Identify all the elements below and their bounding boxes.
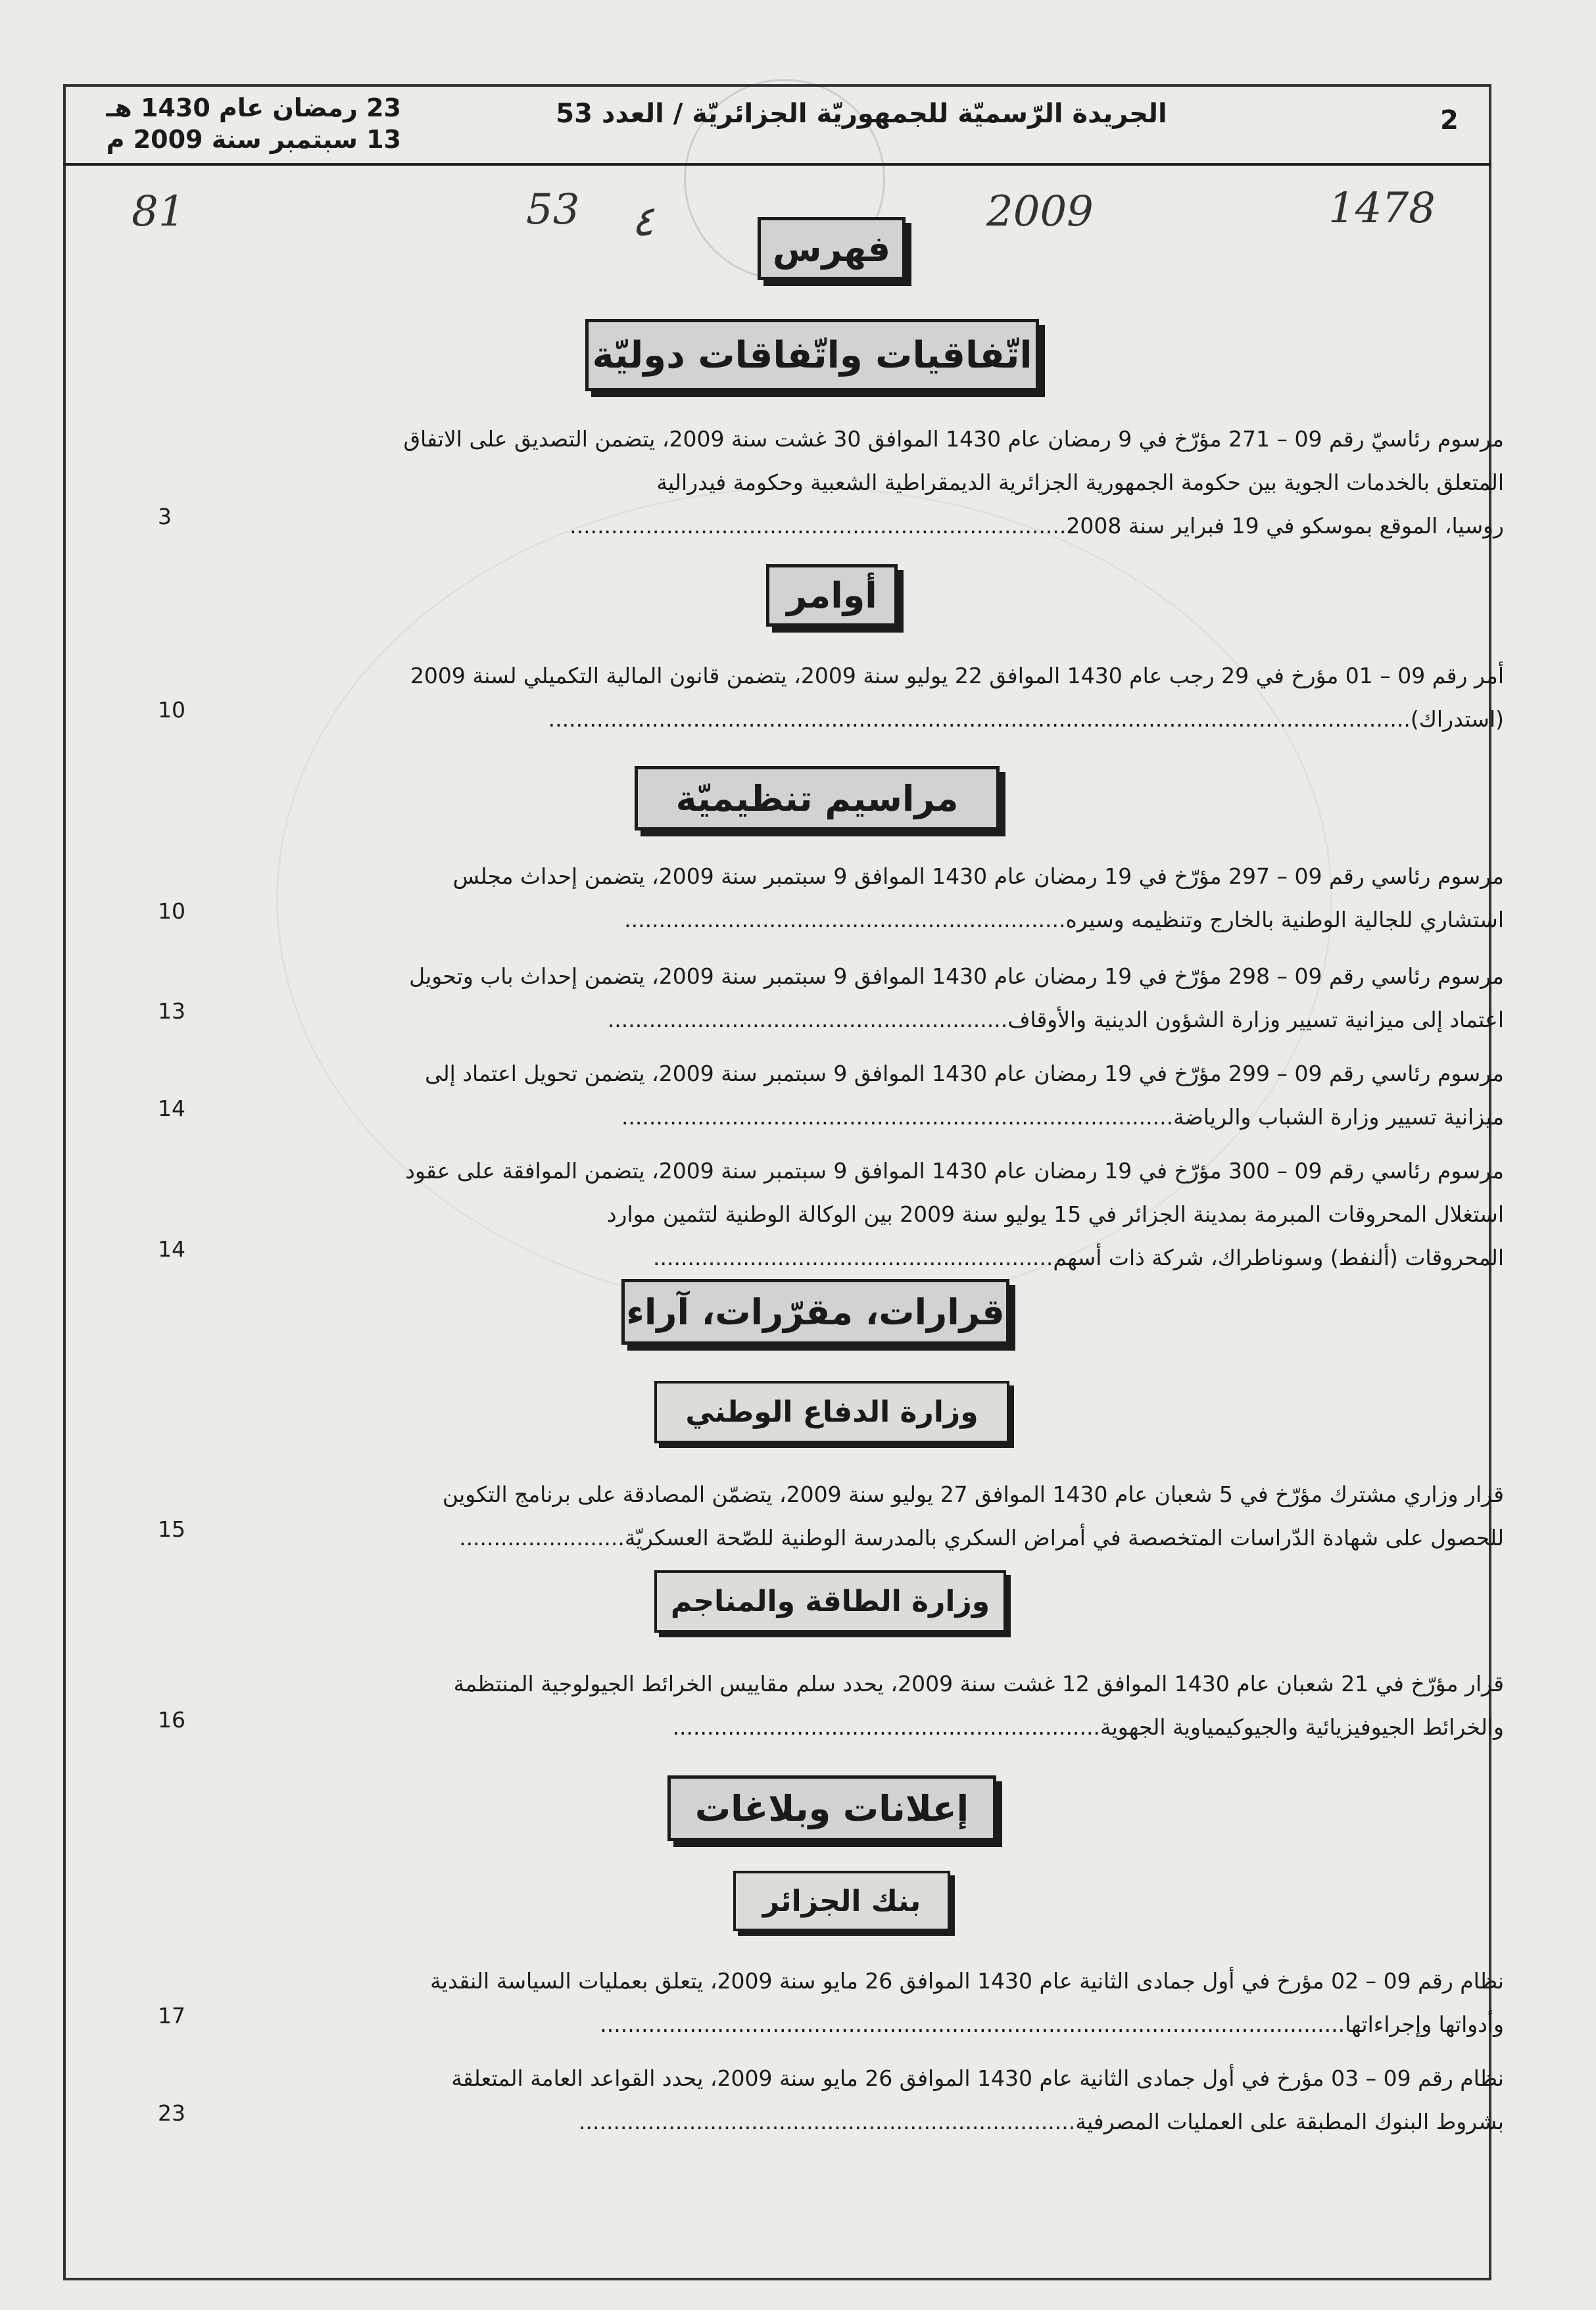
toc-entry-line: نظام رقم 09 – 03 مؤرخ في أول جمادى الثانية عام 1430 الموافق 26 مايو سنة 2009، يحدد القواعد العامة المتعلقة bbox=[451, 2065, 1504, 2091]
journal-title: الجريدة الرّسميّة للجمهوريّة الجزائريّة / العدد 53 bbox=[556, 99, 1167, 129]
handwritten-mark: 1478 bbox=[1328, 184, 1436, 233]
toc-entry-line: مرسوم رئاسي رقم 09 – 297 مؤرّخ في 19 رمضان عام 1430 الموافق 9 سبتمبر سنة 2009، يتضمن إحداث مجلس bbox=[452, 863, 1504, 889]
toc-page-number: 16 bbox=[158, 1707, 185, 1733]
decisions-section-title: قرارات، مقرّرات، آراء bbox=[621, 1279, 1009, 1345]
toc-entry bbox=[281, 1960, 1504, 2046]
energy-ministry-title: وزارة الطاقة والمناجم bbox=[654, 1570, 1006, 1633]
orders-section-title: أوامر bbox=[766, 564, 898, 627]
toc-page-number: 14 bbox=[158, 1095, 185, 1121]
toc-entry-line: والخرائط الجيوفيزيائية والجيوكيمياوية الجهوية.............................................................. bbox=[672, 1714, 1504, 1740]
header-rule bbox=[63, 163, 1491, 166]
decrees-section-title: مراسيم تنظيميّة bbox=[635, 766, 1000, 830]
toc-page-number: 10 bbox=[158, 898, 185, 924]
toc-entry-line: روسيا، الموقع بموسكو في 19 فبراير سنة 2008........................................................................ bbox=[569, 513, 1504, 539]
bank-title: بنك الجزائر bbox=[733, 1871, 950, 1931]
toc-entry bbox=[281, 955, 1504, 1042]
date-gregorian: 13 سبتمبر سنة 2009 م bbox=[106, 125, 401, 154]
toc-entry bbox=[281, 654, 1504, 741]
toc-page-number: 13 bbox=[158, 998, 185, 1024]
toc-page-number: 23 bbox=[158, 2100, 185, 2126]
toc-entry bbox=[281, 855, 1504, 942]
toc-entry-line: استغلال المحروقات المبرمة بمدينة الجزائر في 15 يوليو سنة 2009 بين الوكالة الوطنية لتثمين موارد bbox=[606, 1201, 1504, 1227]
toc-entry-line: وأدواتها وإجراءاتها............................................................................................................ bbox=[600, 2011, 1504, 2037]
toc-entry-line: مرسوم رئاسي رقم 09 – 300 مؤرّخ في 19 رمضان عام 1430 الموافق 9 سبتمبر سنة 2009، يتضمن الموافقة على عقود bbox=[405, 1158, 1504, 1184]
toc-entry-line: ميزانية تسيير وزارة الشباب والرياضة................................................................................ bbox=[621, 1104, 1504, 1130]
toc-entry-line: للحصول على شهادة الدّراسات المتخصصة في أمراض السكري بالمدرسة الوطنية للصّحة العسكريّة........................ bbox=[459, 1525, 1504, 1551]
toc-entry bbox=[281, 418, 1504, 548]
announcements-section-title: إعلانات وبلاغات bbox=[667, 1775, 996, 1841]
toc-entry-line: قرار مؤرّخ في 21 شعبان عام 1430 الموافق 12 غشت سنة 2009، يحدد سلم مقاييس الخرائط الجيولوجية المنتظمة bbox=[453, 1671, 1504, 1696]
toc-entry bbox=[281, 1149, 1504, 1280]
handwritten-mark: ٤ bbox=[631, 197, 654, 246]
toc-entry-line: اعتماد إلى ميزانية تسيير وزارة الشؤون الدينية والأوقاف.......................................................... bbox=[607, 1007, 1504, 1032]
date-hijri: 23 رمضان عام 1430 هـ bbox=[106, 93, 401, 122]
page-number: 2 bbox=[1440, 105, 1459, 135]
toc-page-number: 10 bbox=[158, 697, 185, 723]
handwritten-mark: 81 bbox=[132, 187, 185, 236]
toc-entry-line: نظام رقم 09 – 02 مؤرخ في أول جمادى الثانية عام 1430 الموافق 26 مايو سنة 2009، يتعلق بعمليات السياسة النقدية bbox=[430, 1968, 1504, 1994]
agreements-section-title: اتّفاقيات واتّفاقات دوليّة bbox=[585, 319, 1039, 391]
toc-page-number: 15 bbox=[158, 1516, 185, 1542]
toc-entry bbox=[281, 1662, 1504, 1749]
handwritten-mark: 2009 bbox=[986, 187, 1094, 236]
toc-entry-line: بشروط البنوك المطبقة على العمليات المصرفية........................................................................ bbox=[579, 2109, 1504, 2134]
toc-entry-line: استشاري للجالية الوطنية بالخارج وتنظيمه وسيره................................................................ bbox=[624, 907, 1504, 932]
toc-entry-line: مرسوم رئاسي رقم 09 – 299 مؤرّخ في 19 رمضان عام 1430 الموافق 9 سبتمبر سنة 2009، يتضمن تحويل اعتماد إلى bbox=[425, 1061, 1504, 1086]
toc-entry bbox=[281, 2057, 1504, 2144]
toc-page-number: 3 bbox=[158, 504, 172, 529]
toc-entry-line: المتعلق بالخدمات الجوية بين حكومة الجمهورية الجزائرية الديمقراطية الشعبية وحكومة فيدرالية bbox=[656, 469, 1504, 495]
toc-entry-line: المحروقات (ألنفط) وسوناطراك، شركة ذات أسهم.......................................................... bbox=[653, 1245, 1504, 1270]
toc-entry-line: قرار وزاري مشترك مؤرّخ في 5 شعبان عام 1430 الموافق 27 يوليو سنة 2009، يتضمّن المصادقة على برنامج التكوين bbox=[442, 1481, 1504, 1507]
toc-entry-line: أمر رقم 09 – 01 مؤرخ في 29 رجب عام 1430 الموافق 22 يوليو سنة 2009، يتضمن قانون المالية التكميلي لسنة 2009 bbox=[410, 663, 1504, 688]
toc-entry bbox=[281, 1052, 1504, 1139]
toc-entry-line: (استدراك)............................................................................................................................. bbox=[548, 706, 1504, 732]
index-title: فهرس bbox=[758, 217, 906, 280]
handwritten-mark: 53 bbox=[526, 185, 580, 234]
toc-page-number: 17 bbox=[158, 2003, 185, 2029]
defense-ministry-title: وزارة الدفاع الوطني bbox=[654, 1381, 1009, 1443]
toc-page-number: 14 bbox=[158, 1236, 185, 1262]
toc-entry-line: مرسوم رئاسيّ رقم 09 – 271 مؤرّخ في 9 رمضان عام 1430 الموافق 30 غشت سنة 2009، يتضمن التصديق على الاتفاق bbox=[403, 426, 1504, 452]
toc-entry-line: مرسوم رئاسي رقم 09 – 298 مؤرّخ في 19 رمضان عام 1430 الموافق 9 سبتمبر سنة 2009، يتضمن إحداث باب وتحويل bbox=[409, 963, 1504, 989]
toc-entry bbox=[281, 1473, 1504, 1560]
